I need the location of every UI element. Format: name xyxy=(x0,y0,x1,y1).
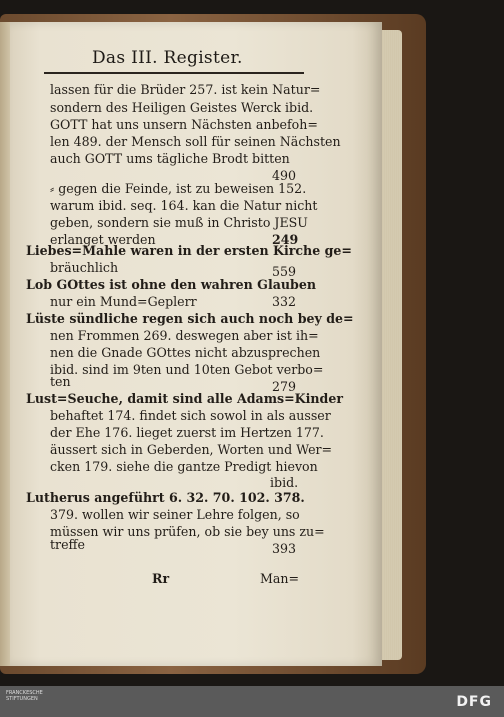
text-line: treffe xyxy=(50,537,85,552)
text-line: Rr xyxy=(152,571,170,586)
text-line: ibid. xyxy=(270,475,299,490)
text-line: Man= xyxy=(260,571,300,586)
text-line: nur ein Mund=Geplerr xyxy=(50,294,197,309)
text-line: 379. wollen wir seiner Lehre folgen, so xyxy=(50,507,300,522)
text-line: 332 xyxy=(272,294,297,309)
text-line: müssen wir uns prüfen, ob sie bey uns zu= xyxy=(50,524,325,539)
text-line: cken 179. siehe die gantze Predigt hievon xyxy=(50,459,318,474)
text-line: sondern des Heiligen Geistes Werck ibid. xyxy=(50,100,314,115)
text-line: 393 xyxy=(272,541,297,556)
viewer-footer-bar xyxy=(0,686,504,717)
page-stack-edge xyxy=(382,30,402,660)
text-line: äussert sich in Geberden, Worten und Wer= xyxy=(50,442,333,457)
text-line: ibid. sind im 9ten und 10ten Gebot verbo= xyxy=(50,362,324,377)
text-line: geben, sondern sie muß in Christo JESU xyxy=(50,215,308,230)
text-line: ten xyxy=(50,374,71,389)
text-line: ⸗ gegen die Feinde, ist zu beweisen 152. xyxy=(50,181,307,196)
text-line: warum ibid. seq. 164. kan die Natur nicht xyxy=(50,198,318,213)
dfg-logo[interactable]: DFG xyxy=(456,694,492,710)
text-line: 279 xyxy=(272,379,297,394)
text-line: 559 xyxy=(272,264,297,279)
running-header: Das III. Register. xyxy=(92,48,243,68)
text-line: len 489. der Mensch soll für seinen Nächsten xyxy=(50,134,341,149)
text-line: behaftet 174. findet sich sowol in als ausser xyxy=(50,408,331,423)
text-line: bräuchlich xyxy=(50,260,119,275)
text-line: Lust=Seuche, damit sind alle Adams=Kinder xyxy=(26,391,344,406)
library-logo-icon: FRANCKESCHE STIFTUNGEN xyxy=(6,690,43,702)
text-line: GOTT hat uns unsern Nächsten anbefoh= xyxy=(50,117,318,132)
text-line: lassen für die Brüder 257. ist kein Natur= xyxy=(50,82,321,97)
header-rule xyxy=(44,72,304,74)
text-line: der Ehe 176. lieget zuerst im Hertzen 177. xyxy=(50,425,324,440)
text-line: Lutherus angeführt 6. 32. 70. 102. 378. xyxy=(26,490,305,505)
text-line: Lob GOttes ist ohne den wahren Glauben xyxy=(26,277,317,292)
text-line: nen die Gnade GOttes nicht abzusprechen xyxy=(50,345,321,360)
text-line: erlanget werden xyxy=(50,232,156,247)
text-line: nen Frommen 269. deswegen aber ist ih= xyxy=(50,328,319,343)
text-line: 249 xyxy=(272,232,299,247)
text-line: Lüste sündliche regen sich auch noch bey de= xyxy=(26,311,354,326)
text-line: auch GOTT ums tägliche Brodt bitten xyxy=(50,151,290,166)
text-line: 490 xyxy=(272,168,297,183)
text-line: Liebes=Mahle waren in der ersten Kirche ge= xyxy=(26,243,352,258)
